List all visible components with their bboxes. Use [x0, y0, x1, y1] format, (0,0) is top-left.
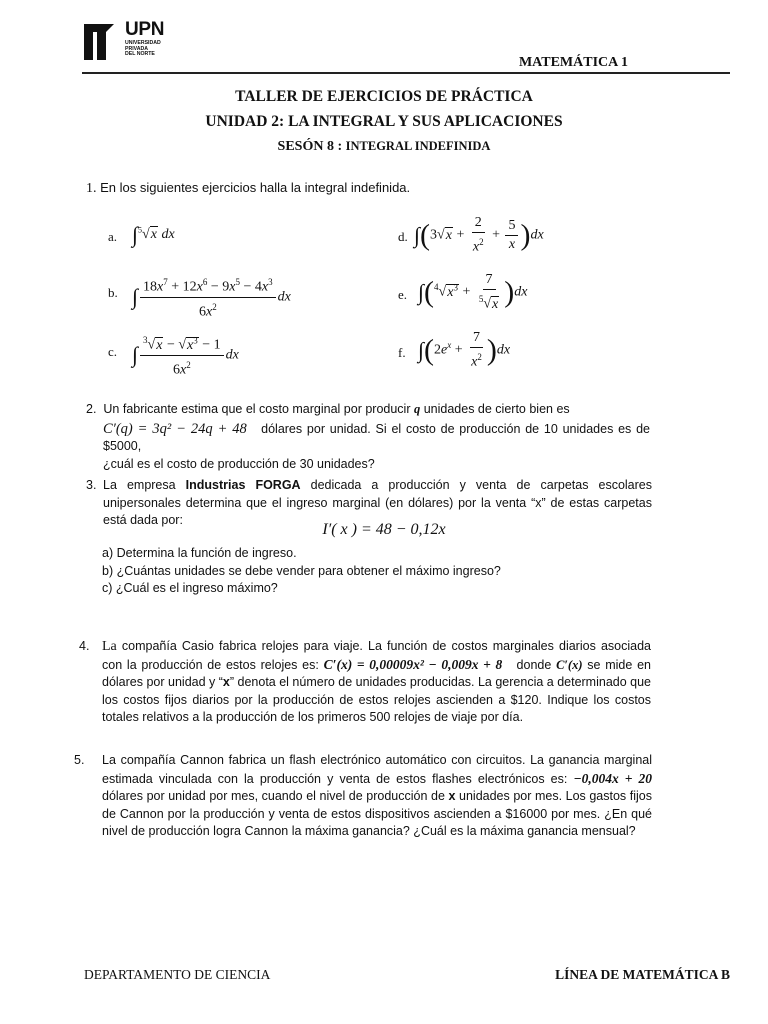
exercise-e-formula: $\int(^4√x^3$ + $\frac{7}{^5√x}$ )dx [418, 272, 528, 312]
exercise-a-formula: ∫$^5$√x dx [132, 222, 175, 247]
exercise-f-formula: $\int(2e^x$ + $\frac{7}{x^2}$ )dx [418, 330, 511, 370]
problem-2: 2. Un fabricante estima que el costo marginal por producir q unidades de cierto bien es C′(q) = 3q² − 24q + 48 dólares por unidad. Si el costo de producción de 10 unidades es de $5000, ¿cuál es el costo de producción de 30 unidades? [86, 402, 650, 471]
header-divider [82, 72, 730, 74]
exercise-label-e: e. [398, 287, 408, 302]
title-line-2: UNIDAD 2: LA INTEGRAL Y SUS APLICACIONES [205, 113, 563, 130]
upn-logo-mark-icon [82, 22, 120, 62]
problem-1-statement: 1. En los siguientes ejercicios halla la integral indefinida. [86, 180, 411, 196]
problem-5-formula: −0,004x + 20 [573, 770, 652, 786]
problem-4: 4. La compañía Casio fabrica relojes para viaje. La función de costos marginales diarios asociada con la producción de estos relojes es: C′(x) = 0,00009x² − 0,009x + 8 donde C′(x) se mide en dólares por unidad y “x” denota el número de unidades producidas. La gerencia a determinado que los costos fijos diarios por la producción de estos relojes ascienden a $120. Indique los costos totales relativos a la producción de los primeros 500 relojes de viaje por día. [79, 639, 652, 724]
exercise-label-b: b. [108, 285, 118, 300]
problem-3: 3. La empresa Industrias FORGA dedicada a producción y venta de carpetas escolares unipersonales determina que el ingreso marginal (en dólares) por la venta “x” de estas carpetas está dada por: [86, 478, 653, 527]
problem-2-formula: C′(q) = 3q² − 24q + 48 [103, 420, 247, 437]
logo-subtitle: UNIVERSIDAD PRIVADA DEL NORTE [125, 40, 161, 58]
footer-department: DEPARTAMENTO DE CIENCIA [84, 967, 271, 982]
problem-3-item-b: b) ¿Cuántas unidades se debe vender para obtener el máximo ingreso? [102, 563, 501, 578]
title-line-3: SESÓN 8 : INTEGRAL INDEFINIDA [277, 139, 491, 154]
exercise-b-formula: ∫ $\frac{18x^7 + 12x^6 - 9x^5 - 4x^3}{6x^2}$ dx [132, 274, 291, 320]
title-line-1: TALLER DE EJERCICIOS DE PRÁCTICA [235, 88, 533, 105]
exercise-label-f: f. [398, 345, 406, 360]
exercise-label-c: c. [108, 344, 118, 359]
footer-line: LÍNEA DE MATEMÁTICA B [555, 967, 730, 982]
logo-text: UPN [125, 19, 165, 40]
exercise-label-d: d. [398, 229, 408, 244]
exercise-d-formula: ∫(3√x + $\frac{2}{x^2}$ + $\frac{5}{x}$ )dx [414, 215, 544, 255]
problem-3-formula: I′( x ) = 48 − 0,12x [322, 521, 446, 538]
problem-3-items [102, 545, 662, 598]
exercise-label-a: a. [108, 229, 118, 244]
upn-logo [82, 18, 202, 64]
problem-3-item-a: a) Determina la función de ingreso. [102, 546, 297, 560]
problem-4-formula: C′(x) = 0,00009x² − 0,009x + 8 [323, 656, 503, 672]
course-name: MATEMÁTICA 1 [518, 55, 628, 70]
problem-5: 5. La compañía Cannon fabrica un flash electrónico automático con circuitos. La ganancia marginal estimada vinculada con la producción y venta de estos flashes electrónicos es: −0,004x + 20 dólares por unidad por mes, cuando el nivel de producción de x unidades por mes. Los gastos fijos de Cannon por la producción y venta de estos dispositivos ascienden a $16000 por mes. ¿En qué nivel de producción logra Cannon la máxima ganancia? ¿Cuál es la máxima ganancia mensual? [74, 753, 652, 838]
exercise-c-formula: ∫ $\frac{^3√x - √x^3 - 1}{6x^2}$ dx [132, 332, 239, 378]
problem-3-item-c: c) ¿Cuál es el ingreso máximo? [102, 581, 278, 595]
